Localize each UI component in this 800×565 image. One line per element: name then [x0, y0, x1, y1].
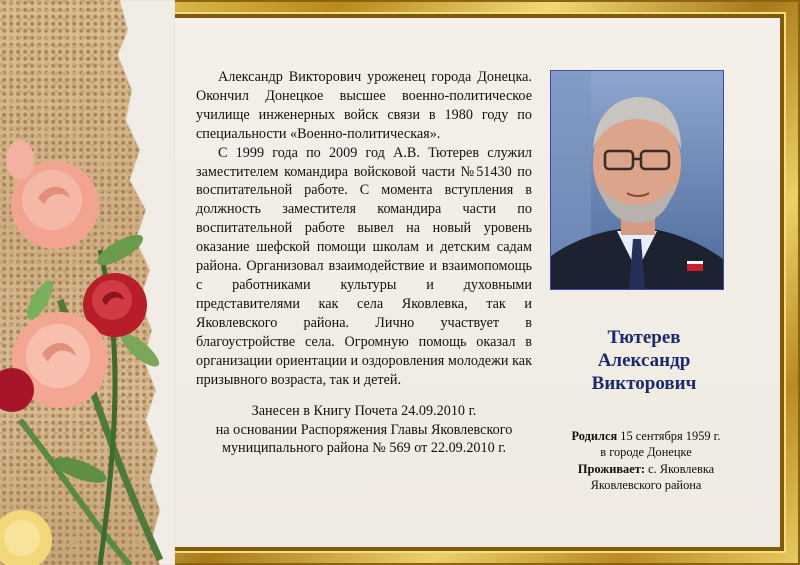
first-name: Александр — [597, 350, 691, 371]
honor-line: Занесен в Книгу Почета 24.09.2010 г. — [251, 403, 477, 419]
portrait-photo — [550, 70, 724, 290]
bio-paragraph: Александр Викторович уроженец города Донецка. Окончил Донецкое высшее военно-политическое училище инженерных войск связи в 1980 году по специальности «Военно-политическая». — [196, 69, 532, 142]
rose-bud — [6, 140, 34, 180]
biography-text — [196, 68, 532, 389]
patronymic: Викторович — [591, 373, 697, 394]
residence-line — [548, 461, 744, 477]
portrait-image — [551, 71, 723, 289]
honor-line: муниципального района № 569 от 22.09.2010 г. — [221, 440, 507, 457]
honor-entry — [196, 402, 532, 458]
lives-label: Проживает: — [577, 461, 645, 476]
birth-line — [548, 428, 744, 444]
lives-value: с. Яковлевка — [644, 461, 715, 476]
person-name — [556, 326, 732, 395]
surname: Тютерев — [607, 327, 681, 348]
personal-facts — [548, 428, 744, 493]
flowers-decoration — [0, 0, 175, 565]
bio-paragraph: С 1999 года по 2009 год А.В. Тютерев служил заместителем командира войсковой части №51430 по воспитательной работе. С момента вступления в должность заместителя командира части по воспитательной работе вывел на новый уровень оказание шефской помощи школам и детским садам района. Организовал взаимодействие и взаимопомощь с работниками культуры и духовными представителями как села Яковлевка, так и Яковлевского района. Лично участвует в благоустройстве села. Огромную помощь оказал в организации ориентации и оздоровления молодежи как призывного возраста, так и детей. — [196, 144, 532, 388]
roses-image — [0, 0, 175, 565]
born-value: 15 сентября 1959 г. — [617, 429, 721, 443]
honor-line: на основании Распоряжения Главы Яковлевского — [215, 421, 513, 438]
birth-place: в городе Донецке — [600, 445, 692, 460]
residence-district: Яковлевского района — [590, 477, 702, 492]
born-label: Родился — [571, 429, 618, 443]
